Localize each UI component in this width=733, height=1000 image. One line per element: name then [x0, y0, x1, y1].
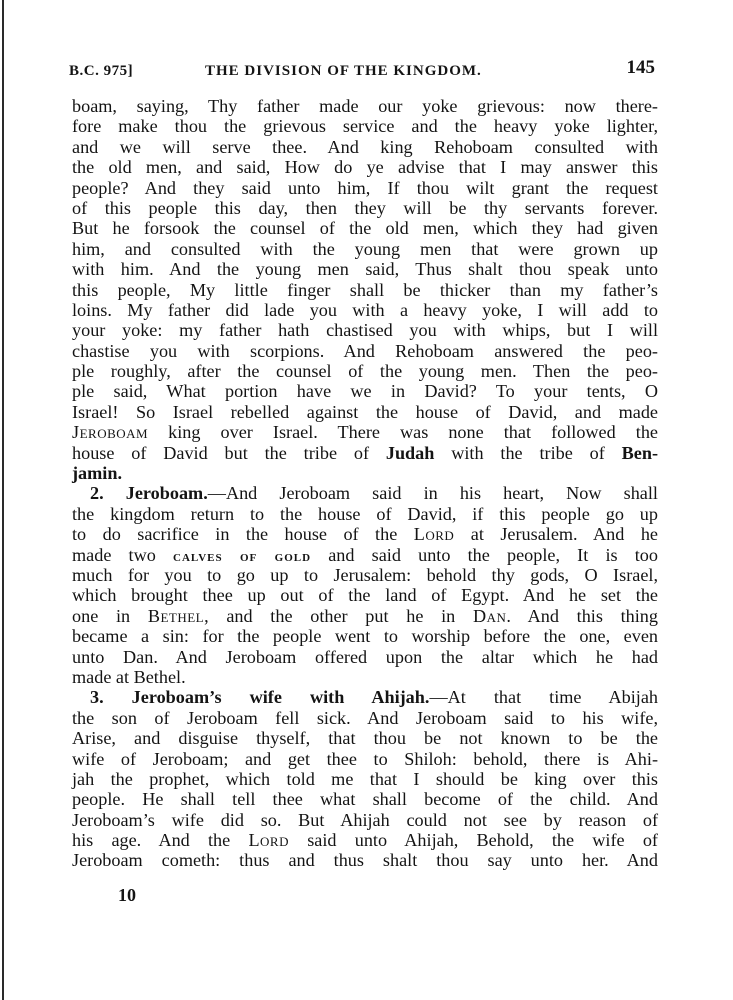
- text-line: chastise you with scorpions. And Rehoboam answered the peo-: [72, 340, 658, 361]
- body-text: [72, 96, 658, 871]
- text-line: and we will serve thee. And king Rehoboam consulted with: [72, 136, 658, 157]
- text-line: Jeroboam cometh: thus and thus shalt thou say unto her. And: [72, 850, 658, 871]
- calves-of-gold: calves of gold: [173, 548, 312, 565]
- text-line: the old men, and said, How do ye advise that I may answer this: [72, 157, 658, 178]
- place-bethel: Bethel: [147, 605, 205, 626]
- text-line: jamin.: [72, 463, 123, 484]
- text-line: Arise, and disguise thyself, that thou be not known to be the: [72, 728, 658, 749]
- text-line: But he forsook the counsel of the old men, which they had given: [72, 218, 658, 239]
- text-line: people. He shall tell thee what shall become of the child. And: [72, 789, 658, 810]
- place-dan: Dan: [472, 605, 507, 626]
- name-jeroboam: Jeroboam: [72, 422, 149, 443]
- name-benjamin: Ben-: [621, 442, 658, 463]
- text-line: loins. My father did lade you with a heavy yoke, I will add to: [72, 299, 658, 320]
- page-edge-rule: [2, 0, 4, 1000]
- text-line: jah the prophet, which told me that I should be king over this: [72, 768, 658, 789]
- text-line: fore make thou the grievous service and the heavy yoke lighter,: [72, 116, 658, 137]
- text-line: Jeroboam king over Israel. There was none that followed the: [72, 422, 658, 443]
- text-line: ple said, What portion have we in David? To your tents, O: [72, 381, 658, 402]
- text-line: made two calves of gold and said unto the people, It is too: [72, 544, 658, 565]
- text-line: with him. And the young men said, Thus shalt thou speak unto: [72, 259, 658, 280]
- text-line: ple roughly, after the counsel of the young men. Then the peo-: [72, 361, 658, 382]
- name-judah: Judah: [385, 442, 435, 463]
- date-reference: B.C. 975]: [69, 63, 134, 79]
- text-line: his age. And the Lord said unto Ahijah, Behold, the wife of: [72, 830, 658, 851]
- text-line: your yoke: my father hath chastised you with whips, but I will: [72, 320, 658, 341]
- text-line: the son of Jeroboam fell sick. And Jeroboam said to his wife,: [72, 707, 658, 728]
- text-line: Jeroboam’s wife did so. But Ahijah could not see by reason of: [72, 809, 658, 830]
- running-head: [65, 57, 655, 83]
- text-line: which brought thee up out of the land of Egypt. And he set the: [72, 585, 658, 606]
- text-line: people? And they said unto him, If thou wilt grant the request: [72, 177, 658, 198]
- text-line: Israel! So Israel rebelled against the house of David, and made: [72, 401, 658, 422]
- section-3-line: 3. Jeroboam’s wife with Ahijah.—At that time Abijah: [90, 687, 658, 708]
- page-number: 145: [626, 57, 655, 78]
- text-line: wife of Jeroboam; and get thee to Shiloh: behold, there is Ahi-: [72, 748, 658, 769]
- text-line: the kingdom return to the house of David, if this people go up: [72, 503, 658, 524]
- word-lord: Lord: [248, 830, 289, 851]
- section-2-line: 2. Jeroboam.—And Jeroboam said in his heart, Now shall: [90, 483, 658, 504]
- text-line: him, and consulted with the young men that were grown up: [72, 238, 658, 259]
- text-line: became a sin: for the people went to worship before the one, even: [72, 626, 658, 647]
- signature-mark: 10: [118, 885, 136, 905]
- section-heading: 3. Jeroboam’s wife with Ahijah.: [90, 687, 430, 708]
- text-line: boam, saying, Thy father made our yoke grievous: now there-: [72, 96, 658, 116]
- text-line: house of David but the tribe of Judah with the tribe of Ben-: [72, 442, 658, 463]
- text-line: this people, My little finger shall be thicker than my father’s: [72, 279, 658, 300]
- section-heading: 2. Jeroboam.: [90, 483, 208, 504]
- text-line: of this people this day, then they will be thy servants forever.: [72, 197, 658, 218]
- text-line: to do sacrifice in the house of the Lord at Jerusalem. And he: [72, 524, 658, 545]
- text-line: made at Bethel.: [72, 666, 186, 687]
- page-title: THE DIVISION OF THE KINGDOM.: [205, 63, 482, 79]
- text-line: unto Dan. And Jeroboam offered upon the altar which he had: [72, 646, 658, 667]
- word-lord: Lord: [413, 524, 455, 545]
- text-line: one in Bethel, and the other put he in Dan. And this thing: [72, 605, 658, 626]
- text-line: much for you to go up to Jerusalem: behold thy gods, O Israel,: [72, 564, 658, 585]
